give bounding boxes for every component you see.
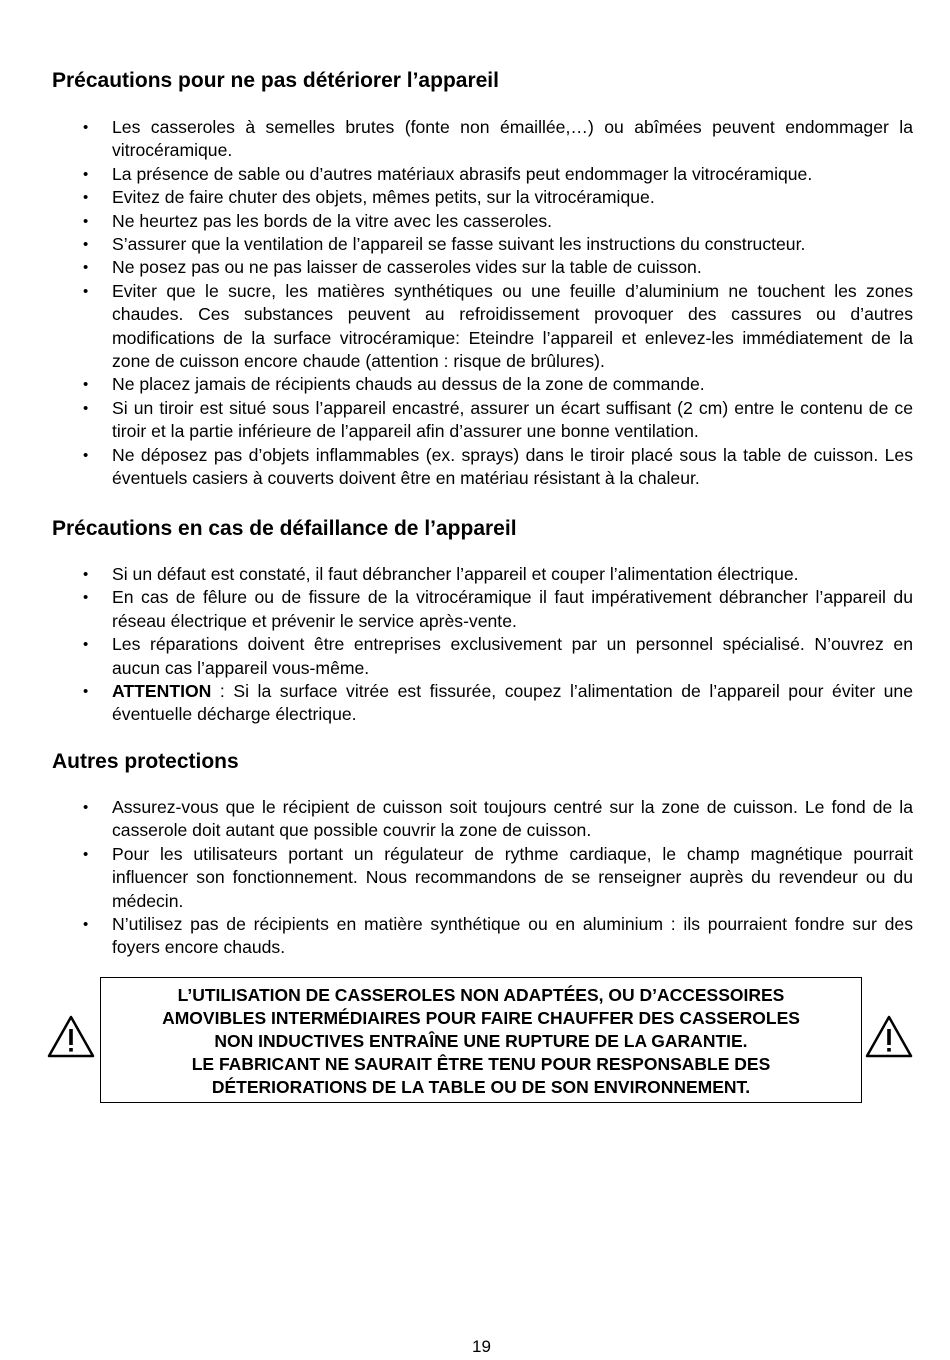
list-item: • En cas de fêlure ou de fissure de la vitrocéramique il faut impérativement débrancher l’appareil du réseau électrique et prévenir le service après-vente. (83, 587, 913, 631)
bullet-icon: • (83, 165, 89, 183)
protections-list (0, 796, 913, 960)
section-title-other-protections: Autres protections (52, 750, 239, 773)
list-item: • Pour les utilisateurs portant un régulateur de rythme cardiaque, le champ magnétique pourrait influencer son fonctionnement. Nous recommandons de se renseigner auprès du revendeur ou du médecin. (83, 843, 913, 911)
list-item: • Ne posez pas ou ne pas laisser de casseroles vides sur la table de cuisson. (0, 256, 913, 279)
bullet-icon: • (83, 376, 89, 394)
page-number: 19 (472, 1337, 491, 1356)
bullet-icon: • (83, 446, 89, 464)
warranty-warning-box (100, 977, 862, 1103)
bullet-icon: • (83, 259, 89, 277)
attention-label: ATTENTION (112, 681, 212, 702)
warning-line: AMOVIBLES INTERMÉDIAIRES POUR FAIRE CHAUFFER DES CASSEROLES (162, 1008, 800, 1028)
bullet-icon: • (83, 282, 89, 300)
list-item: • N’utilisez pas de récipients en matière synthétique ou en aluminium : ils pourraient fondre sur des foyers encore chauds. (83, 914, 913, 958)
warning-line: DÉTERIORATIONS DE LA TABLE OU DE SON ENVIRONNEMENT. (211, 1077, 751, 1097)
bullet-icon: • (83, 916, 89, 934)
bullet-icon: • (83, 566, 89, 583)
bullet-icon: • (83, 636, 89, 654)
bullet-icon: • (83, 683, 89, 701)
list-item: • La présence de sable ou d’autres matériaux abrasifs peut endommager la vitrocéramique. (0, 163, 913, 186)
list-item: • Si un défaut est constaté, il faut débrancher l’appareil et couper l’alimentation électrique. (0, 563, 913, 586)
list-item: • Ne placez jamais de récipients chauds au dessus de la zone de commande. (0, 373, 913, 396)
list-item: • Si un tiroir est situé sous l’appareil encastré, assurer un écart suffisant (2 cm) entre le contenu de ce tiroir et la partie inférieure de l’appareil afin d’assurer une bonne ventilation. (83, 397, 913, 442)
failure-list (0, 563, 913, 727)
list-item: • Les réparations doivent être entreprises exclusivement par un personnel spécialisé. N’ouvrez en aucun cas l’appareil vous-même. (83, 634, 913, 678)
bullet-icon: • (83, 189, 89, 207)
bullet-icon: • (83, 799, 89, 816)
list-item: • Les casseroles à semelles brutes (fonte non émaillée,…) ou abîmées peuvent endommager la vitrocéramique. (83, 117, 913, 161)
bullet-icon: • (83, 236, 89, 254)
list-item: • S’assurer que la ventilation de l’appareil se fasse suivant les instructions du constructeur. (0, 233, 913, 256)
section-title-precautions-failure: Précautions en cas de défaillance de l’appareil (52, 517, 517, 540)
warning-line: LE FABRICANT NE SAURAIT ÊTRE TENU POUR RESPONSABLE DES (191, 1054, 771, 1074)
bullet-icon: • (83, 212, 89, 230)
list-item: • ATTENTION : Si la surface vitrée est fissurée, coupez l’alimentation de l’appareil pour éviter une éventuelle décharge électrique. (83, 681, 913, 725)
warning-line: L’UTILISATION DE CASSEROLES NON ADAPTÉES, OU D’ACCESSOIRES (177, 985, 785, 1005)
precautions-list (0, 116, 913, 491)
section-title-precautions-deterioration: Précautions pour ne pas détériorer l’appareil (52, 69, 499, 92)
warning-line: NON INDUCTIVES ENTRAÎNE UNE RUPTURE DE LA GARANTIE. (214, 1031, 748, 1051)
bullet-icon: • (83, 119, 89, 136)
warning-triangle-icon (46, 1014, 96, 1060)
bullet-icon: • (83, 845, 89, 863)
list-item: • Eviter que le sucre, les matières synthétiques ou une feuille d’aluminium ne touchent les zones chaudes. Ces substances peuvent au refroidissement provoquer des cassures ou d’autres modifications de la surface vitrocéramique: Eteindre l’appareil et enlevez-les immédiatement de la zone de cuisson encore chaude (attention : risque de brûlures). (83, 280, 913, 372)
list-item: • Assurez-vous que le récipient de cuisson soit toujours centré sur la zone de cuisson. Le fond de la casserole doit autant que possible couvrir la zone de cuisson. (83, 797, 913, 841)
list-item: • Ne déposez pas d’objets inflammables (ex. sprays) dans le tiroir placé sous la table de cuisson. Les éventuels casiers à couverts doivent être en matériau résistant à la chaleur. (83, 444, 913, 489)
warning-triangle-icon (864, 1014, 914, 1060)
bullet-icon: • (83, 399, 89, 417)
bullet-icon: • (83, 589, 89, 607)
list-item: • Ne heurtez pas les bords de la vitre avec les casseroles. (0, 210, 913, 233)
list-item: • Evitez de faire chuter des objets, mêmes petits, sur la vitrocéramique. (0, 186, 913, 209)
